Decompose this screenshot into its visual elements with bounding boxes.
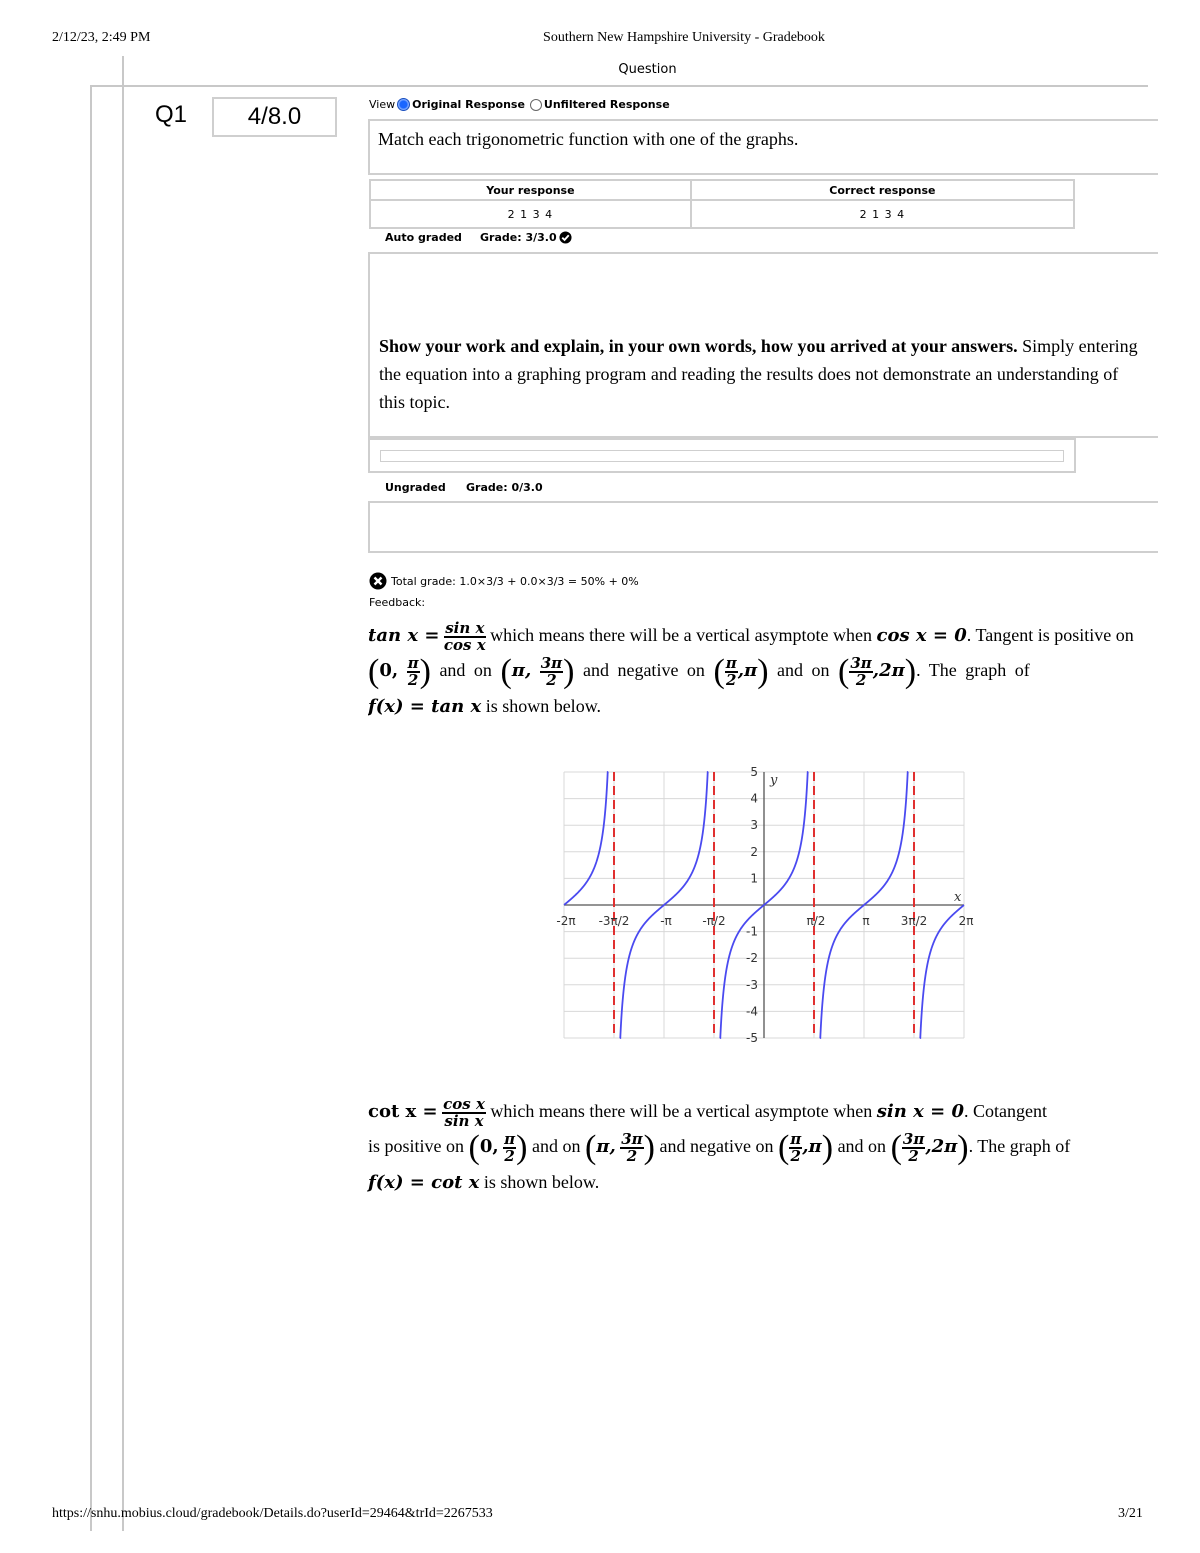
- tan-fraction: [443, 618, 486, 654]
- tan-feedback: [368, 618, 1148, 724]
- cot-lead: cot x =: [368, 1101, 438, 1122]
- question-prompt: Match each trigonometric function with one of the graphs.: [378, 129, 799, 149]
- x-tick-label: -π/2: [702, 914, 726, 928]
- outer-frame-line: [122, 56, 124, 1531]
- cot-t7: is shown below.: [479, 1171, 600, 1192]
- your-response-value: 2 1 3 4: [370, 200, 691, 228]
- tan-t5: and on: [768, 660, 839, 680]
- tan-int1-frac: $\frac{\pi}{2}$: [407, 653, 419, 689]
- auto-graded-label: Auto graded: [385, 231, 462, 244]
- cot-cond: sin x = 0: [876, 1101, 964, 1122]
- x-tick-label: -2π: [556, 914, 576, 928]
- tan-curve-branch: [564, 772, 608, 905]
- y-tick-label: 3: [750, 818, 758, 833]
- view-label: View: [369, 98, 396, 111]
- radio-unfiltered[interactable]: [530, 99, 542, 111]
- tan-t3: and on: [430, 660, 501, 680]
- radio-original[interactable]: [397, 98, 410, 111]
- y-tick-label: 1: [750, 871, 758, 886]
- total-grade: [369, 572, 639, 590]
- score-box: [212, 97, 337, 137]
- tan-graph: [540, 762, 980, 1047]
- x-tick-label: π/2: [806, 914, 826, 928]
- x-axis-label: x: [954, 890, 962, 905]
- total-grade-text: Total grade: 1.0×3/3 + 0.0×3/3 = 50% + 0%: [391, 574, 639, 588]
- cot-t3: and on: [527, 1136, 585, 1156]
- y-tick-label: 4: [750, 791, 758, 806]
- cot-t2: . Cotangent: [963, 1101, 1047, 1121]
- tan-int1-a: 0,: [379, 660, 399, 681]
- y-tick-label: -1: [746, 924, 758, 939]
- correct-response-value: 2 1 3 4: [691, 200, 1074, 228]
- y-tick-label: -2: [746, 951, 758, 966]
- cot-line-2: is positive on (0, $\frac{\pi}{2}$ ) and on (π, $\frac{3\pi}{2}$ ) and negative on ( $\frac{\pi}{2}$ ,π) and on ( $\frac{3\pi}{2}$ ,2π). The graph of: [368, 1128, 1071, 1166]
- cot-line-3: [368, 1165, 1148, 1200]
- radio-unfiltered-label[interactable]: Unfiltered Response: [543, 98, 670, 111]
- cot-frac-num: cos x: [443, 1094, 485, 1113]
- x-circle-icon: [369, 572, 387, 590]
- y-tick-label: -3: [746, 977, 758, 992]
- tan-t6: . The graph of: [916, 660, 1030, 680]
- ungraded-label: Ungraded: [385, 481, 446, 494]
- cot-t5: and on: [833, 1136, 891, 1156]
- work-instructions: [379, 332, 1147, 416]
- print-title: Southern New Hampshire University - Gradebook: [543, 30, 825, 45]
- tan-frac-num: sin x: [445, 618, 485, 637]
- tan-t2: . Tangent is positive on: [966, 625, 1134, 645]
- print-page: 3/21: [1118, 1506, 1143, 1521]
- auto-grade-value: Grade: 3/3.0: [480, 231, 557, 244]
- y-axis-label: y: [770, 773, 778, 788]
- tan-t1: which means there will be a vertical asymptote when: [485, 625, 877, 645]
- x-tick-label: 3π/2: [900, 914, 928, 928]
- tan-fx: f(x) = tan x: [368, 695, 482, 717]
- question-number: Q1: [155, 101, 188, 128]
- cot-fraction: [442, 1094, 486, 1130]
- radio-original-label[interactable]: Original Response: [412, 98, 525, 111]
- frame-top-line: [90, 85, 1148, 87]
- tan-cond: cos x = 0: [876, 625, 967, 646]
- score-value: 4/8.0: [247, 103, 302, 130]
- answer-input[interactable]: [380, 450, 1064, 462]
- work-instructions-bold: Show your work and explain, in your own words, how you arrived at your answers.: [379, 336, 1018, 356]
- print-url: https://snhu.mobius.cloud/gradebook/Details.do?userId=29464&trId=2267533: [52, 1506, 493, 1521]
- col-your-response: Your response: [370, 180, 691, 200]
- answer-container: [368, 438, 1076, 473]
- work-instructions-rest: Simply entering the equation into a graphing program and reading the results does not demonstrate an understanding of this topic.: [379, 336, 1138, 412]
- x-tick-label: 2π: [958, 914, 974, 928]
- section-heading: Question: [618, 62, 677, 77]
- print-datetime: 2/12/23, 2:49 PM: [52, 30, 151, 45]
- cot-t2b: is positive on: [368, 1136, 469, 1156]
- x-tick-label: -3π/2: [598, 914, 630, 928]
- response-table: [369, 179, 1075, 229]
- tan-t4: and negative on: [574, 660, 714, 680]
- y-tick-label: -4: [746, 1004, 758, 1019]
- tan-line-2: (0, $\frac{\pi}{2}$ ) and on (π, $\frac{3\pi}{2}$ ) and negative on ( $\frac{\pi}{2}$ ,π) and on ( $\frac{3\pi}{2}$ ,2π). The graph of: [368, 652, 1030, 690]
- y-tick-label: -5: [746, 1031, 758, 1045]
- auto-grade: [480, 231, 572, 244]
- y-tick-label: 5: [750, 765, 758, 779]
- inner-frame-line: [90, 86, 92, 1531]
- ungraded-grade: Grade: 0/3.0: [466, 481, 543, 494]
- instructions-box: [368, 252, 1158, 438]
- cot-fx: f(x) = cot x: [368, 1171, 480, 1193]
- cot-t6: . The graph of: [968, 1136, 1071, 1156]
- tan-t7: is shown below.: [481, 695, 602, 716]
- cot-frac-den: sin x: [444, 1111, 484, 1130]
- tan-lead: tan x =: [368, 625, 440, 646]
- view-toggle: [369, 98, 670, 111]
- tan-line-3: [368, 689, 1148, 724]
- y-tick-label: 2: [750, 844, 758, 859]
- x-tick-label: -π: [660, 914, 672, 928]
- x-tick-label: π: [862, 914, 870, 928]
- comment-box: [368, 501, 1158, 553]
- tan-line-1: [368, 618, 1148, 653]
- tan-frac-den: cos x: [443, 635, 486, 654]
- cot-t4: and negative on: [654, 1136, 778, 1156]
- cot-feedback: [368, 1094, 1148, 1200]
- prompt-box: [368, 119, 1158, 175]
- check-circle-icon: [559, 231, 572, 244]
- col-correct-response: Correct response: [691, 180, 1074, 200]
- cot-t1: which means there will be a vertical asymptote when: [485, 1101, 877, 1121]
- feedback-label: Feedback:: [369, 596, 426, 609]
- cot-line-1: [368, 1094, 1148, 1129]
